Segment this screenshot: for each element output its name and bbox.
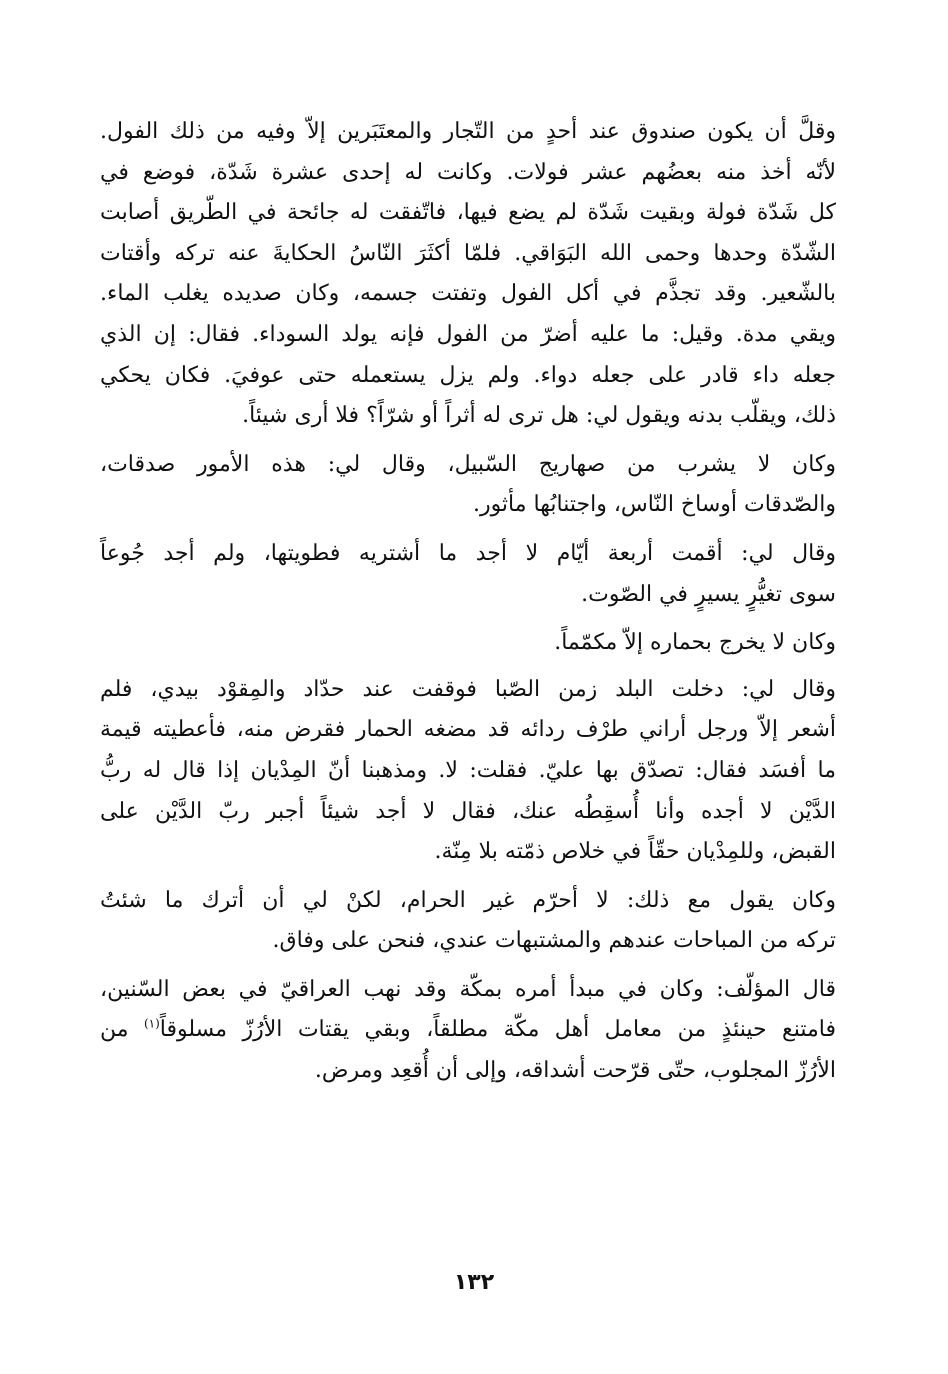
text-line: قال المؤلّف: وكان في مبدأ أمره بمكّة وقد نهب العراقيّ في بعض السّنين،	[100, 976, 836, 1002]
paragraph-1	[100, 112, 836, 437]
text-segment: من	[100, 1017, 144, 1043]
text-line: والصّدقات أوساخ النّاس، واجتنابُها مأثور.	[472, 492, 836, 518]
text-segment: فامتنع حينئذٍ من معامل أهل مكّة مطلقاً، وبقي يقتات الأرُزّ مسلوقاً	[159, 1017, 837, 1043]
text-line: ما أفسَد فقال: تصدّق بها عليّ. فقلت: لا. ومذهبنا أنّ المِدْيان إذا قال له ربُّ	[100, 757, 836, 783]
text-line-with-footnote	[100, 1010, 836, 1051]
paragraph-6	[100, 881, 836, 962]
text-line: لأنّه أخذ منه بعضُهم عشر فولات. وكانت له إحدى عشرة شَدّة، فوضع في	[100, 159, 836, 185]
text-line: القبض، وللمِدْيان حقّاً في خلاص ذمّته بلا مِنّة.	[434, 839, 836, 865]
text-line: تركه من المباحات عندهم والمشتبهات عندي، فنحن على وفاق.	[272, 928, 836, 954]
paragraph-7	[100, 970, 836, 1092]
text-line: الشّدّة وحدها وحمى الله البَوَاقي. فلمّا أكثَرَ النّاسُ الحكايةَ عنه تركه وأقتات	[100, 240, 836, 266]
text-line: وقال لي: أقمت أربعة أيّام لا أجد ما أشتريه فطويتها، ولم أجد جُوعاً	[100, 540, 836, 566]
text-line: وقلَّ أن يكون صندوق عند أحدٍ من التّجار والمعتَبَرين إلاّ وفيه من ذلك الفول.	[100, 119, 836, 144]
text-line: أشعر إلاّ ورجل أراني طرْف ردائه قد مضغه الحمار فقرض منه، فأعطيته قيمة	[100, 717, 836, 743]
text-line: الأرُزّ المجلوب، حتّى قرّحت أشداقه، وإلى أن أُقعِد ومرض.	[314, 1058, 836, 1084]
text-line: سوى تغيُّرٍ يسيرٍ في الصّوت.	[581, 581, 836, 607]
paragraph-2	[100, 445, 836, 526]
text-line: ويقي مدة. وقيل: ما عليه أضرّ من الفول فإنه يولد السوداء. فقال: إن الذي	[100, 321, 836, 347]
paragraph-4	[100, 623, 836, 664]
text-line: وكان يقول مع ذلك: لا أحرّم غير الحرام، لكنْ لي أن أترك ما شئتُ	[100, 887, 836, 913]
footnote-marker[interactable]: (١)	[143, 1017, 160, 1032]
page-text	[100, 112, 836, 1100]
text-line: جعله داء قادر على جعله دواء. ولم يزل يستعمله حتى عوفيَ. فكان يحكي	[100, 362, 836, 388]
text-line: بالشّعير. وقد تجذَّم في أكل الفول وتفتت جسمه، وكان صديده يغلب الماء.	[100, 281, 836, 307]
text-line: وقال لي: دخلت البلد زمن الصّبا فوقفت عند حدّاد والمِقوْد بيدي، فلم	[100, 676, 836, 702]
text-line: وكان لا يخرج بحماره إلاّ مكمّماً.	[554, 630, 836, 656]
text-line: الدَّيْن لا أجده وأنا أُسقِطُه عنك، فقال لا أجد شيئاً أجبر ربّ الدَّيْن على	[100, 798, 836, 824]
page-number: ١٣٢	[453, 1270, 495, 1295]
text-line: كل شَدّة فولة وبقيت شَدّة لم يضع فيها، فاتّفقت له جائحة في الطّريق أصابت	[100, 200, 836, 226]
text-line: ذلك، ويقلّب بدنه ويقول لي: هل ترى له أثراً أو شرّاً؟ فلا أرى شيئاً.	[242, 403, 836, 429]
text-line: وكان لا يشرب من صهاريج السّبيل، وقال لي: هذه الأمور صدقات،	[100, 451, 836, 477]
paragraph-3	[100, 534, 836, 615]
paragraph-5	[100, 670, 836, 873]
